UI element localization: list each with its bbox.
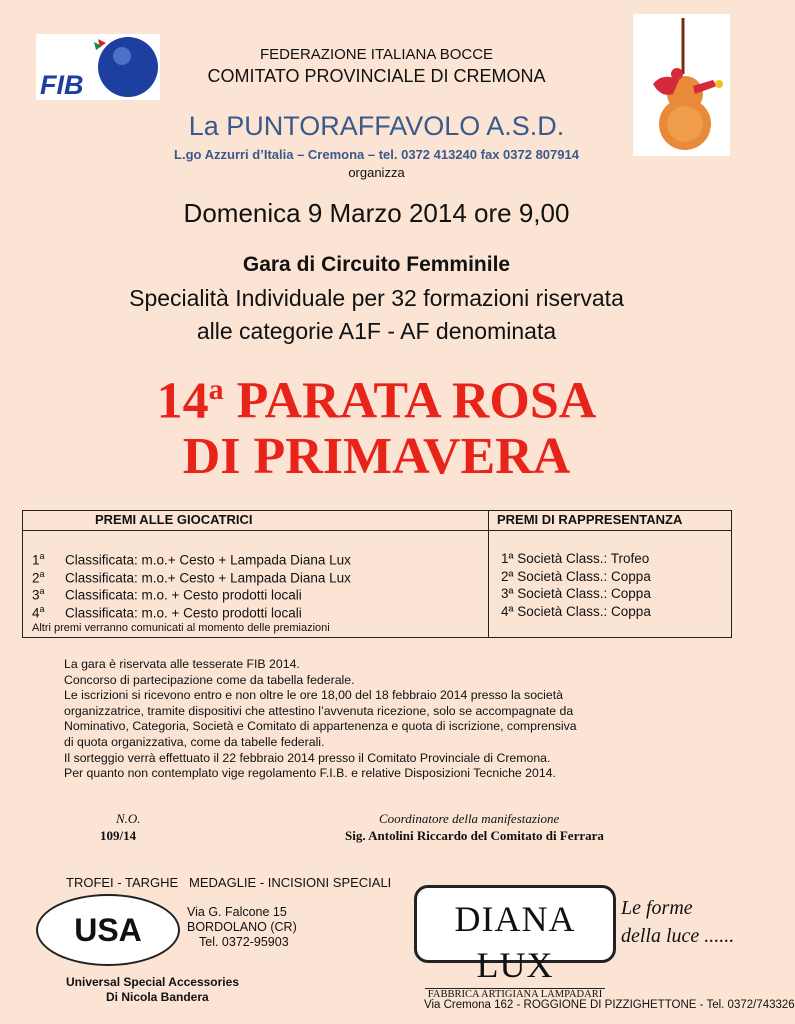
usa-logo-text: USA [74,912,142,948]
usa-address-street: Via G. Falcone 15 [187,905,287,919]
player-prize-row: 4$^a$ Classificata: m.o. + Cesto prodotti locali [32,603,302,620]
team-prize-row: 2ª Società Class.: Coppa [501,568,651,584]
event-specialty: Specialità Individuale per 32 formazioni riservata [129,285,624,311]
player-prize-text: Classificata: m.o.+ Cesto + Lampada Diana Lux [65,570,351,585]
coordinator-label: Coordinatore della manifestazione [379,811,560,826]
usa-address-city: BORDOLANO (CR) [187,920,297,934]
club-name: La PUNTORAFFAVOLO A.S.D. [188,111,565,141]
rule-line: Concorso di partecipazione come da tabella federale. [64,672,355,687]
player-prize-row: 2$^a$ Classificata: m.o.+ Cesto + Lampada Diana Lux [32,568,351,585]
diana-slogan-line2: della luce ...... [621,925,735,947]
usa-phone: Tel. 0372-95903 [199,935,289,949]
rule-line: organizzatrice, tramite dispositivi che attestino l’avvenuta ricezione, solo se accompagnate da [64,703,574,718]
player-prize-text: Classificata: m.o. + Cesto prodotti locali [65,605,302,620]
event-type: Gara di Circuito Femminile [242,253,511,276]
club-address: L.go Azzurri d’Italia – Cremona – tel. 0372 413240 fax 0372 807914 [174,147,579,162]
player-prize-row: 3$^a$ Classificata: m.o. + Cesto prodotti locali [32,586,302,603]
team-prize-row: 4ª Società Class.: Coppa [501,603,651,619]
player-prize-text: Classificata: m.o. + Cesto prodotti locali [65,587,302,603]
fib-logo-text: FIB [40,70,84,100]
diana-slogan-line1: Le forme [621,897,693,919]
no-label: N.O. [116,811,141,826]
usa-company-name: Universal Special Accessories [66,975,239,989]
title-sup: a [208,373,224,406]
team-prizes-cell [489,531,732,638]
event-date: Domenica 9 Marzo 2014 ore 9,00 [183,198,570,228]
rule-line: Per quanto non contemplato vige regolamento F.I.B. e relative Disposizioni Tecniche 2014. [64,766,556,781]
title-rest: PARATA ROSA [223,372,597,430]
rule-line: di quota organizzativa, come da tabelle federali. [64,734,325,749]
rule-line: La gara è riservata alle tesserate FIB 2014. [64,657,300,671]
rule-line: Il sorteggio verrà effettuato il 22 febbraio 2014 presso il Comitato Provinciale di Cremona. [64,750,551,765]
prizes-table [22,510,732,638]
title-number: 14 [156,372,209,430]
committee-name: COMITATO PROVINCIALE DI CREMONA [207,66,546,86]
usa-address [187,905,297,950]
rule-line: Le iscrizioni si ricevono entro e non oltre le ore 18,00 del 18 febbraio 2014 presso la società [64,688,564,703]
prizes-note: Altri premi verranno comunicati al momento delle premiazioni [32,622,330,634]
organizes-text: organizza [348,165,405,180]
federation-name: FEDERAZIONE ITALIANA BOCCE [259,46,494,63]
event-categories: alle categorie A1F - AF denominata [196,318,557,344]
rules-block [64,657,724,782]
player-prize-text: Classificata: m.o.+ Cesto + Lampada Diana Lux [65,552,351,568]
team-prize-row: 3ª Società Class.: Coppa [501,586,651,601]
event-title-line1 [0,358,753,433]
event-title-line2: DI PRIMAVERA [182,428,571,485]
diana-lux-subtitle: FABBRICA ARTIGIANA LAMPADARI [425,988,605,1000]
player-prize-row: 1$^a$ Classificata: m.o.+ Cesto + Lampada Diana Lux [32,551,351,568]
team-prize-row: 1ª Società Class.: Trofeo [501,551,650,566]
usa-owner-name: Di Nicola Bandera [106,990,209,1004]
players-prizes-header: PREMI ALLE GIOCATRICI [23,511,489,531]
diana-lux-logo-text: DIANA LUX [454,899,576,985]
no-value: 109/14 [100,828,137,843]
coordinator-name: Sig. Antolini Riccardo del Comitato di Ferrara [345,828,604,843]
usa-tagline: TROFEI - TARGHE MEDAGLIE - INCISIONI SPECIALI [66,875,392,890]
usa-logo [36,894,180,966]
diana-address: Via Cremona 162 - ROGGIONE DI PIZZIGHETTONE - Tel. 0372/743326 [424,999,795,1011]
players-prizes-cell [23,531,489,638]
rule-line: Nominativo, Categoria, Società e Comitato di appartenenza e quota di iscrizione, comprensiva [64,719,577,734]
team-prizes-header: PREMI DI RAPPRESENTANZA [489,511,732,531]
diana-lux-logo [414,885,616,1000]
